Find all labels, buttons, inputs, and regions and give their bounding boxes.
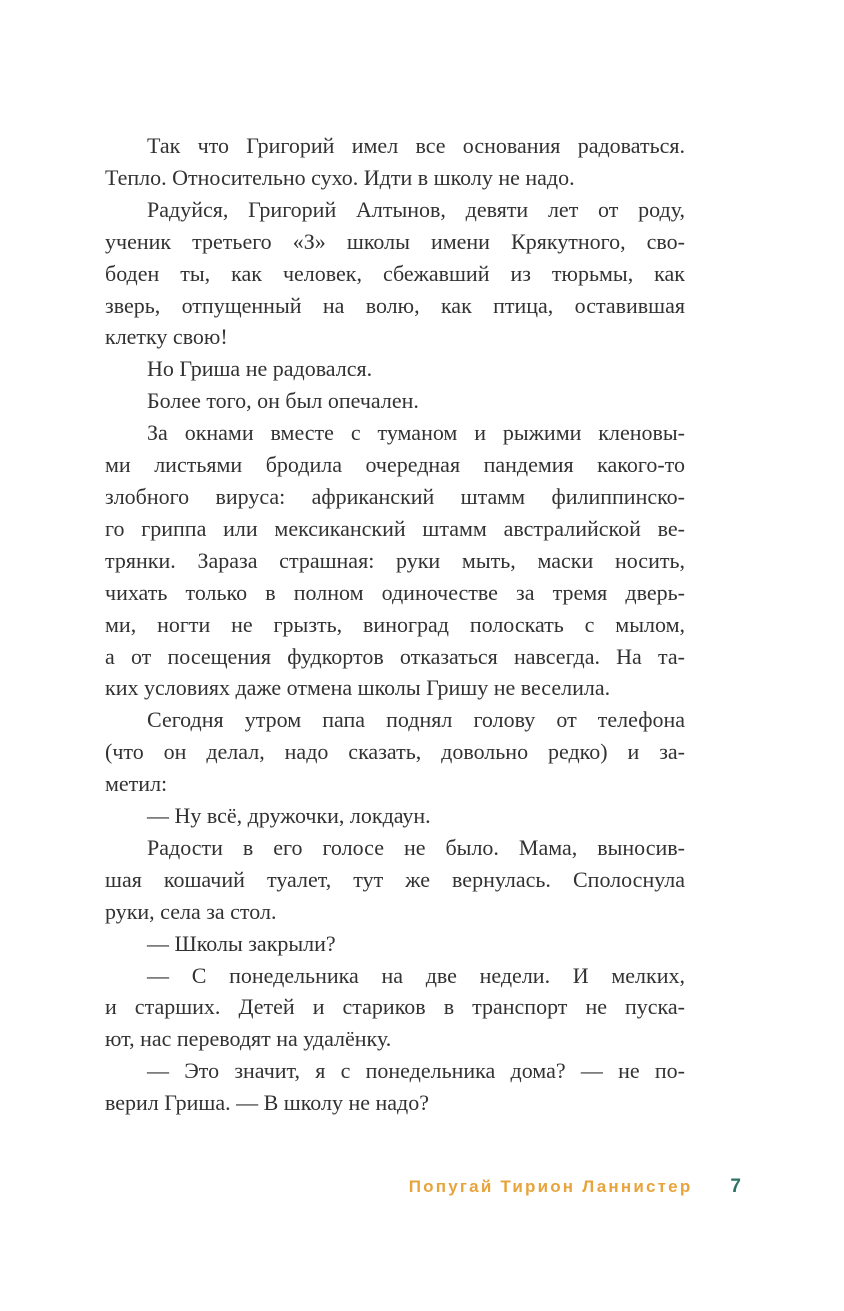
paragraph [105,928,685,960]
running-book-title: Попугай Тирион Ланнистер [408,1177,693,1196]
text-line: — Школы закрыли? [147,930,336,956]
text-line: За окнами вместе с туманом и рыжими кленовы- [147,420,685,446]
text-line: ми листьями бродила очередная пандемия какого-то [105,452,685,478]
paragraph [105,353,685,385]
text-line: Радости в его голосе не было. Мама, выносив- [147,834,685,860]
paragraph [105,194,685,354]
text-line: ют, нас переводят на удалёнку. [105,1026,392,1052]
paragraph [105,832,685,928]
text-line: Так что Григорий имел все основания радоваться. [147,133,685,158]
text-line: а от посещения фудкортов отказаться навсегда. На та- [105,643,685,669]
text-line: руки, села за стол. [105,898,277,924]
text-line: — Ну всё, дружочки, локдаун. [147,803,431,829]
paragraph [105,704,685,800]
paragraph [105,385,685,417]
text-line: боден ты, как человек, сбежавший из тюрьмы, как [105,260,685,286]
text-line: (что он делал, надо сказать, довольно редко) и за- [105,739,685,765]
paragraph [105,130,685,194]
text-line: — Это значит, я с понедельника дома? — не по- [147,1058,685,1084]
text-line: Сегодня утром папа поднял голову от телефона [147,707,685,733]
page-number: 7 [730,1176,741,1197]
text-line: злобного вируса: африканский штамм филиппинско- [105,483,685,509]
paragraph [105,417,685,704]
text-line: трянки. Зараза страшная: руки мыть, маски носить, [105,547,685,573]
text-line: ученик третьего «З» школы имени Крякутного, сво- [105,228,685,254]
body-text [105,130,685,1119]
text-line: чихать только в полном одиночестве за тремя дверь- [105,579,685,605]
text-line: ми, ногти не грызть, виноград полоскать с мылом, [105,611,685,637]
text-line: зверь, отпущенный на волю, как птица, оставившая [105,292,685,318]
text-line: клетку свою! [105,324,228,350]
text-line: Тепло. Относительно сухо. Идти в школу не надо. [105,164,575,190]
text-line: шая кошачий туалет, тут же вернулась. Сполоснула [105,866,685,892]
text-line: и старших. Детей и стариков в транспорт не пуска- [105,994,685,1020]
text-line: метил: [105,771,168,797]
paragraph [105,800,685,832]
text-line: верил Гриша. — В школу не надо? [105,1090,429,1116]
page-footer [105,1176,741,1198]
text-line: — С понедельника на две недели. И мелких, [147,962,685,988]
text-line: Более того, он был опечален. [147,388,419,414]
paragraph [105,1055,685,1119]
paragraph [105,960,685,1056]
text-line: го гриппа или мексиканский штамм австралийской ве- [105,515,685,541]
text-line: Радуйся, Григорий Алтынов, девяти лет от роду, [147,196,685,222]
text-line: Но Гриша не радовался. [147,356,373,382]
text-line: ких условиях даже отмена школы Гришу не веселила. [105,675,611,701]
